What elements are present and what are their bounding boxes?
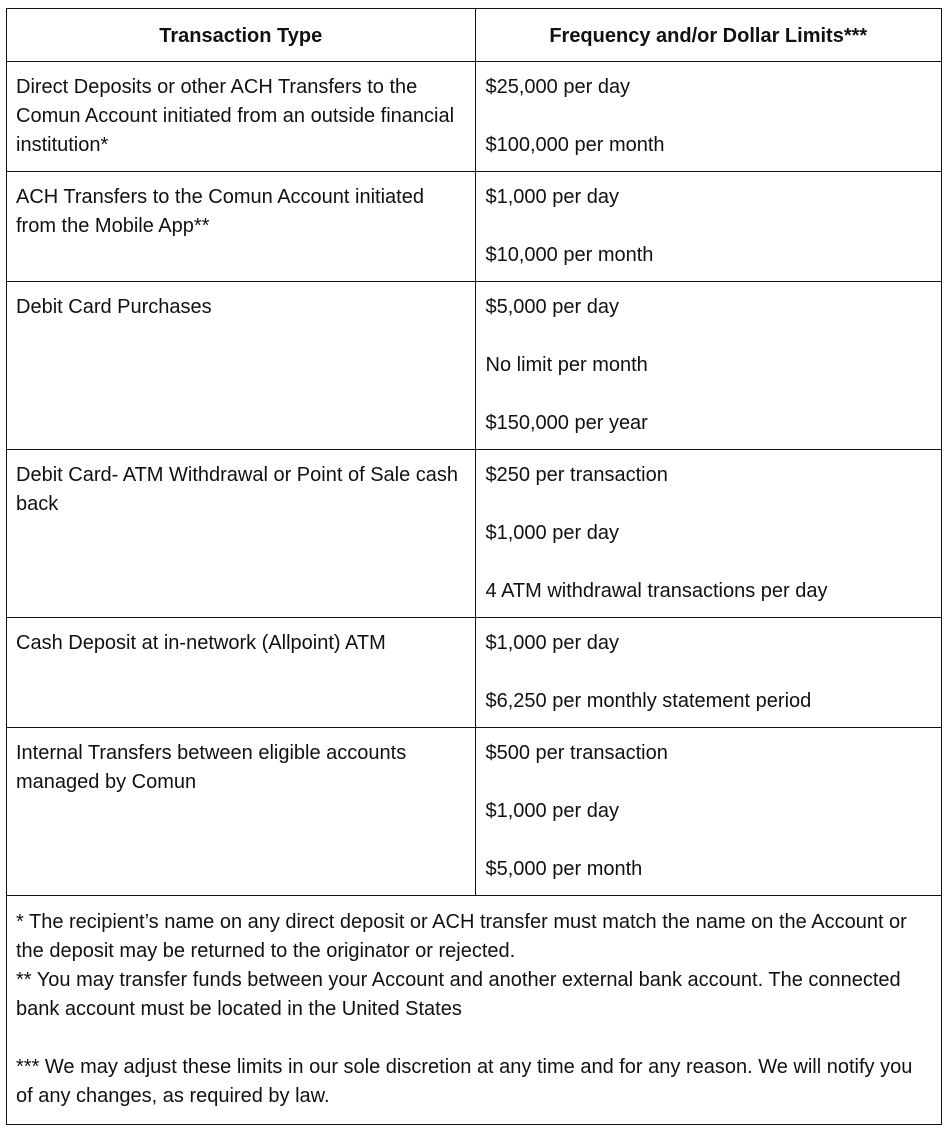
- limit-value: $6,250 per monthly statement period: [485, 689, 812, 712]
- limit-value: $1,000 per day: [485, 799, 619, 822]
- limit-value: $10,000 per month: [485, 243, 654, 266]
- limit-value: $1,000 per day: [485, 185, 619, 208]
- limits-cell: [475, 61, 941, 171]
- table-row: [7, 727, 941, 895]
- table-row: [7, 281, 941, 449]
- limit-value: $5,000 per day: [485, 295, 619, 318]
- column-header-transaction-type: Transaction Type: [7, 9, 475, 61]
- transaction-type-cell: Cash Deposit at in-network (Allpoint) ATM: [7, 617, 475, 727]
- footnote-single-star: * The recipient’s name on any direct deposit or ACH transfer must match the name on the Account or the deposit may be returned to the originator or rejected.: [16, 910, 907, 962]
- transaction-type-cell: Direct Deposits or other ACH Transfers to the Comun Account initiated from an outside financial institution*: [7, 61, 475, 171]
- footnote-triple-star: *** We may adjust these limits in our sole discretion at any time and for any reason. We will notify you of any changes, as required by law.: [16, 1055, 913, 1107]
- footnotes: [7, 896, 941, 1111]
- table-header-row: [7, 9, 941, 61]
- limit-value: $25,000 per day: [485, 75, 631, 98]
- table-row: [7, 617, 941, 727]
- limits-cell: [475, 171, 941, 281]
- limit-value: $5,000 per month: [485, 857, 643, 880]
- table-row: [7, 171, 941, 281]
- limit-value: $150,000 per year: [485, 411, 648, 434]
- table-row: [7, 61, 941, 171]
- transaction-type-cell: ACH Transfers to the Comun Account initiated from the Mobile App**: [7, 171, 475, 281]
- footnote-double-star: ** You may transfer funds between your Account and another external bank account. The connected bank account must be located in the United States: [16, 968, 901, 1020]
- limit-value: $1,000 per day: [485, 521, 619, 544]
- limits-cell: [475, 617, 941, 727]
- transaction-limits-table: [7, 9, 941, 896]
- footnote-spacer: [16, 1024, 932, 1053]
- transaction-limits-document: [6, 8, 942, 1125]
- limits-cell: [475, 727, 941, 895]
- limit-value: $1,000 per day: [485, 631, 619, 654]
- limits-cell: [475, 281, 941, 449]
- limits-cell: [475, 449, 941, 617]
- limit-value: No limit per month: [485, 353, 648, 376]
- transaction-type-cell: Internal Transfers between eligible accounts managed by Comun: [7, 727, 475, 895]
- transaction-type-cell: Debit Card- ATM Withdrawal or Point of Sale cash back: [7, 449, 475, 617]
- transaction-type-cell: Debit Card Purchases: [7, 281, 475, 449]
- table-row: [7, 449, 941, 617]
- limit-value: 4 ATM withdrawal transactions per day: [485, 579, 828, 602]
- limit-value: $500 per transaction: [485, 741, 668, 764]
- limit-value: $250 per transaction: [485, 463, 668, 486]
- column-header-limits: Frequency and/or Dollar Limits***: [475, 9, 941, 61]
- limit-value: $100,000 per month: [485, 133, 665, 156]
